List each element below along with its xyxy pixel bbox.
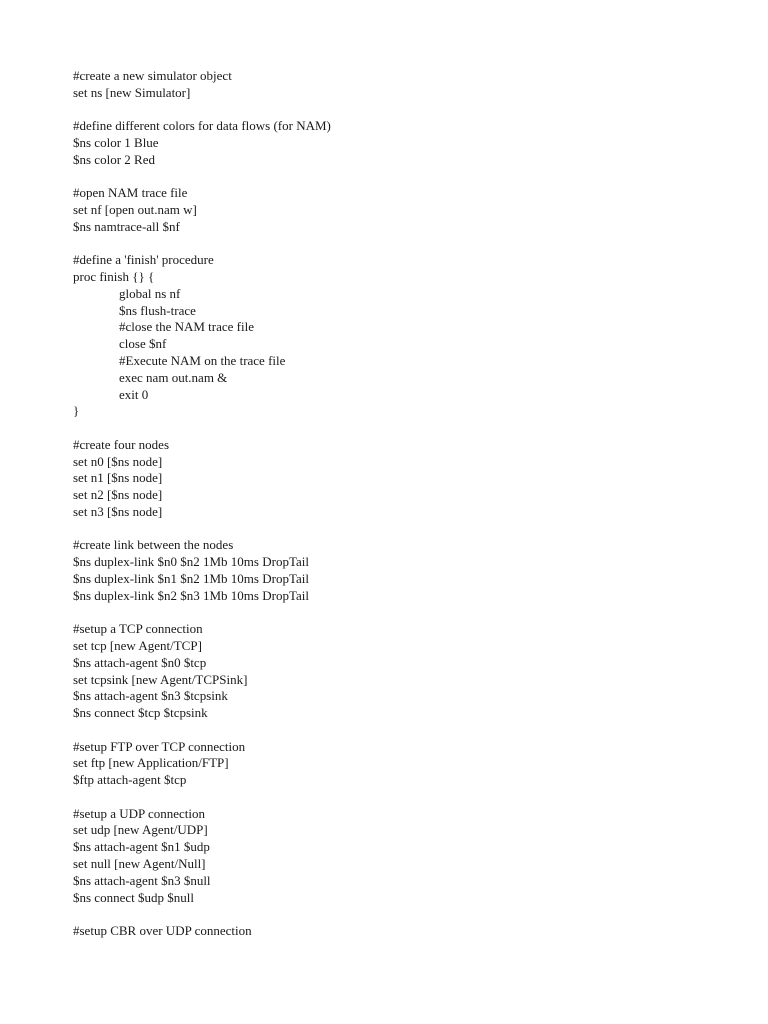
code-line: set ns [new Simulator] (73, 84, 191, 100)
blank-line (73, 906, 733, 923)
code-line: #setup CBR over UDP connection (73, 923, 252, 939)
code-line: #create link between the nodes (73, 537, 234, 553)
blank-line (73, 722, 733, 739)
blank-line (73, 236, 733, 253)
code-line: $ns color 2 Red (73, 151, 155, 167)
code-line: $ns connect $udp $null (73, 889, 194, 905)
code-line: set n2 [$ns node] (73, 487, 163, 503)
code-line: #setup a TCP connection (73, 621, 203, 637)
blank-line (73, 789, 733, 806)
code-line: exec nam out.nam & (119, 369, 228, 385)
code-line: $ns duplex-link $n1 $n2 1Mb 10ms DropTail (73, 570, 309, 586)
code-line: set n0 [$ns node] (73, 453, 163, 469)
code-line: $ns color 1 Blue (73, 135, 159, 151)
code-line: set udp [new Agent/UDP] (73, 822, 208, 838)
code-line: $ns attach-agent $n0 $tcp (73, 654, 207, 670)
code-line: exit 0 (119, 386, 149, 402)
code-document (73, 68, 733, 940)
code-line: $ns attach-agent $n3 $null (73, 872, 211, 888)
code-line: #create a new simulator object (73, 68, 232, 83)
code-line: #setup a UDP connection (73, 805, 206, 821)
code-line: close $nf (119, 336, 167, 352)
code-line: #close the NAM trace file (119, 319, 255, 335)
code-line: #define different colors for data flows (for NAM) (73, 118, 331, 134)
code-line: #setup FTP over TCP connection (73, 738, 246, 754)
code-line: #define a 'finish' procedure (73, 252, 214, 268)
code-line: $ns attach-agent $n1 $udp (73, 839, 210, 855)
code-line: #open NAM trace file (73, 185, 188, 201)
code-line: set nf [open out.nam w] (73, 202, 197, 218)
blank-line (73, 169, 733, 186)
code-line: set tcp [new Agent/TCP] (73, 638, 202, 654)
code-line: $ns connect $tcp $tcpsink (73, 705, 208, 721)
code-line: proc finish {} { (73, 269, 155, 285)
code-line: $ns flush-trace (119, 302, 196, 318)
code-line: #Execute NAM on the trace file (119, 353, 286, 369)
blank-line (73, 605, 733, 622)
code-line: #create four nodes (73, 436, 170, 452)
code-line: set ftp [new Application/FTP] (73, 755, 229, 771)
code-line: } (73, 403, 80, 419)
code-line: $ns duplex-link $n0 $n2 1Mb 10ms DropTail (73, 554, 309, 570)
code-line: set null [new Agent/Null] (73, 855, 206, 871)
code-line: $ns duplex-link $n2 $n3 1Mb 10ms DropTail (73, 587, 309, 603)
code-line: set n3 [$ns node] (73, 503, 163, 519)
code-line: $ns attach-agent $n3 $tcpsink (73, 688, 228, 704)
code-line: $ns namtrace-all $nf (73, 218, 180, 234)
code-line: set n1 [$ns node] (73, 470, 163, 486)
blank-line (73, 420, 733, 437)
code-line: global ns nf (119, 285, 181, 301)
blank-line (73, 521, 733, 538)
code-line: set tcpsink [new Agent/TCPSink] (73, 671, 248, 687)
code-line: $ftp attach-agent $tcp (73, 772, 187, 788)
blank-line (73, 102, 733, 119)
